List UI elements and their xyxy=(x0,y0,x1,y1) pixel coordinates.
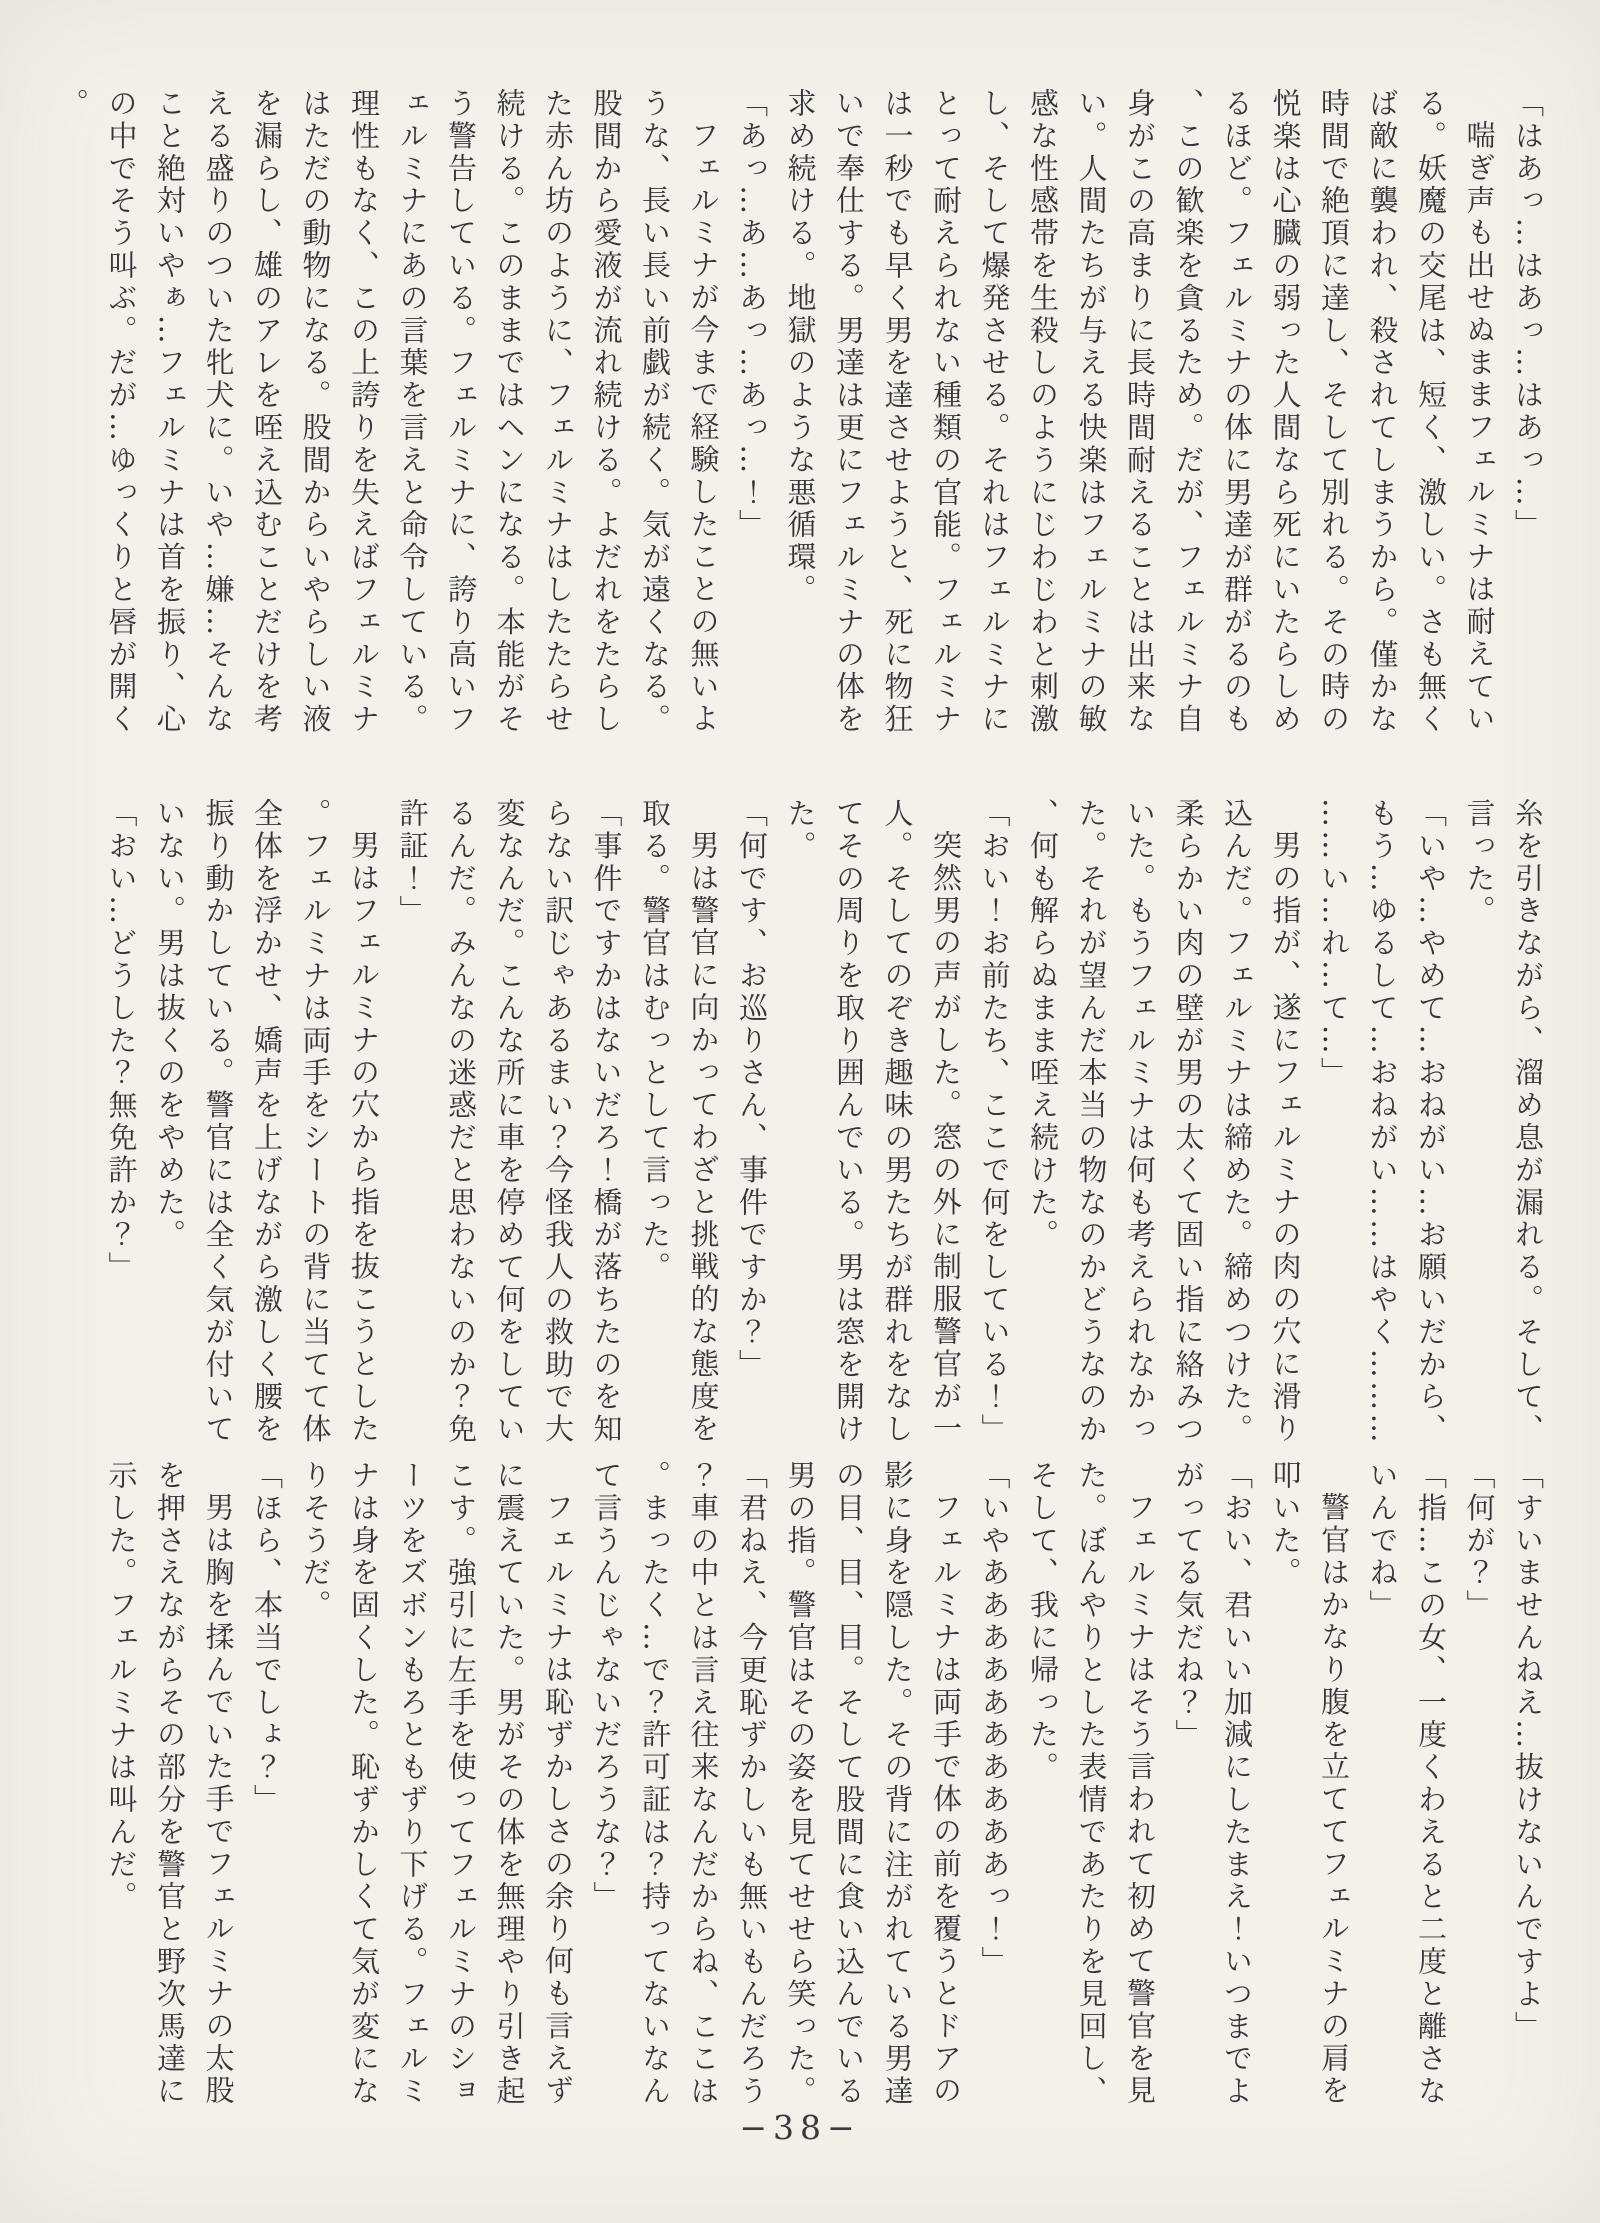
paragraph: 「指…この女、一度くわえると二度と離さないんでね」 xyxy=(1365,1460,1448,2108)
paragraph: 「すいませんねえ…抜けないんですよ」 xyxy=(1511,1460,1545,2044)
paragraph: 「何が？」 xyxy=(1462,1460,1497,1622)
paragraph: 男は胸を揉んでいた手でフェルミナの太股を押さえながらその部分を警官と野次馬達に示した。フェルミナは叫んだ。 xyxy=(104,1460,236,2108)
paragraph: フェルミナはそう言われて初めて警官を見た。ぼんやりとした表情であたりを見回し、そして、我に帰った。 xyxy=(1026,1460,1157,2108)
paragraph: 突然男の声がした。窓の外に制服警官が一人。そしてのぞき趣味の男たちが群れをなしてその周りを取り囲んでいる。男は窓を開けた。 xyxy=(783,798,963,1446)
text-block-middle xyxy=(94,798,1552,1446)
page-number: −38− xyxy=(739,2108,861,2147)
paragraph: 「いやああああああああああっ！」 xyxy=(977,1460,1012,1979)
paragraph: 「はあっ…はあっ…はあっ…」 xyxy=(1511,88,1545,542)
text-block-top xyxy=(56,88,1552,736)
paragraph: 男の指が、遂にフェルミナの肉の穴に滑り込んだ。フェルミナは締めた。締めつけた。柔らかい肉の壁が男の太くて固い指に絡みついた。もうフェルミナは何も考えられなかった。それが望んだ本当の物なのかどうなのか、何も解らぬまま咥え続けた。 xyxy=(1026,798,1303,1446)
paragraph: 男は警官に向かってわざと挑戦的な態度を取る。警官はむっとして言った。 xyxy=(638,798,721,1446)
paragraph: 男はフェルミナの穴から指を抜こうとした。フェルミナは両手をシートの背に当てて体全体を浮かせ、嬌声を上げながら激しく腰を振り動かしている。警官には全く気が付いていない。男は抜くのをやめた。 xyxy=(153,798,381,1446)
paragraph: 喘ぎ声も出せぬままフェルミナは耐えている。妖魔の交尾は、短く、激しい。さも無くば敵に襲われ、殺されてしまうから。僅かな時間で絶頂に達し、そして別れる。その時の悦楽は心臓の弱った人間なら死にいたらしめるほど。フェルミナの体に男達が群がるのも、この歓楽を貪るため。だが、フェルミナ自身がこの高まりに長時間耐えることは出来ない。人間たちが与える快楽はフェルミナの敏感な性感帯を生殺しのようにじわじわと刺激し、そして爆発させる。それはフェルミナにとって耐えられない種類の官能。フェルミナは一秒でも早く男を達させようと、死に物狂いで奉仕する。男達は更にフェルミナの体を求め続ける。地獄のような悪循環。 xyxy=(783,88,1497,736)
paragraph: 「あっ…あ…あっ…あっ…！」 xyxy=(735,88,769,542)
paragraph: 「いや…やめて…おねがい…お願いだから、もう…ゆるして…おねがい……はやく……………い…れ…て…」 xyxy=(1317,798,1448,1446)
paragraph: 「おい、君いい加減にしたまえ！いつまでよがってる気だね？」 xyxy=(1171,1460,1254,2108)
paragraph: 糸を引きながら、溜め息が漏れる。そして、言った。 xyxy=(1462,798,1545,1446)
paragraph: 「何です、お巡りさん、事件ですか？」 xyxy=(735,798,769,1382)
paragraph: フェルミナは両手で体の前を覆うとドアの影に身を隠した。その背に注がれている男達の目、目、目。そして股間に食い込んでいる男の指。警官はその姿を見てせせら笑った。 xyxy=(783,1460,963,2108)
paragraph: 「おい…どうした？無免許か？」 xyxy=(104,798,139,1284)
paragraph: 警官はかなり腹を立ててフェルミナの肩を叩いた。 xyxy=(1268,1460,1351,2108)
paragraph: 「事件ですかはないだろ！橋が落ちたのを知らない訳じゃあるまい？今怪我人の救助で大変なんだ。こんな所に車を停めて何をしているんだ。みんなの迷惑だと思わないのか？免許証！」 xyxy=(395,798,624,1446)
paragraph: 「君ねえ、今更恥ずかしいも無いもんだろう？車の中とは言え往来なんだからね、ここは。まったく…で？許可証は？持ってないなんて言うんじゃないだろうな？」 xyxy=(589,1460,769,2108)
paragraph: 「おい！お前たち、ここで何をしている！」 xyxy=(977,798,1012,1446)
text-block-bottom xyxy=(94,1460,1552,2108)
paragraph: 「ほら、本当でしょ？」 xyxy=(250,1460,284,1817)
paragraph: フェルミナは恥ずかしさの余り何も言えずに震えていた。男がその体を無理やり引き起こす。強引に左手を使ってフェルミナのショーツをズボンもろともずり下げる。フェルミナは身を固くした。恥ずかしくて気が変になりそうだ。 xyxy=(298,1460,575,2108)
paragraph: フェルミナが今まで経験したことの無いような、長い長い前戯が続く。気が遠くなる。股間から愛液が流れ続ける。よだれをたらした赤ん坊のように、フェルミナはしたたらせ続ける。このままではヘンになる。本能がそう警告している。フェルミナに、誇り高いフェルミナにあの言葉を言えと命令している。理性もなく、この上誇りを失えばフェルミナはただの動物になる。股間からいやらしい液を漏らし、雄のアレを咥え込むことだけを考える盛りのついた牝犬に。いや…嫌…そんなこと絶対いやぁ…フェルミナは首を振り、心の中でそう叫ぶ。だが…ゆっくりと唇が開く。 xyxy=(56,88,721,736)
